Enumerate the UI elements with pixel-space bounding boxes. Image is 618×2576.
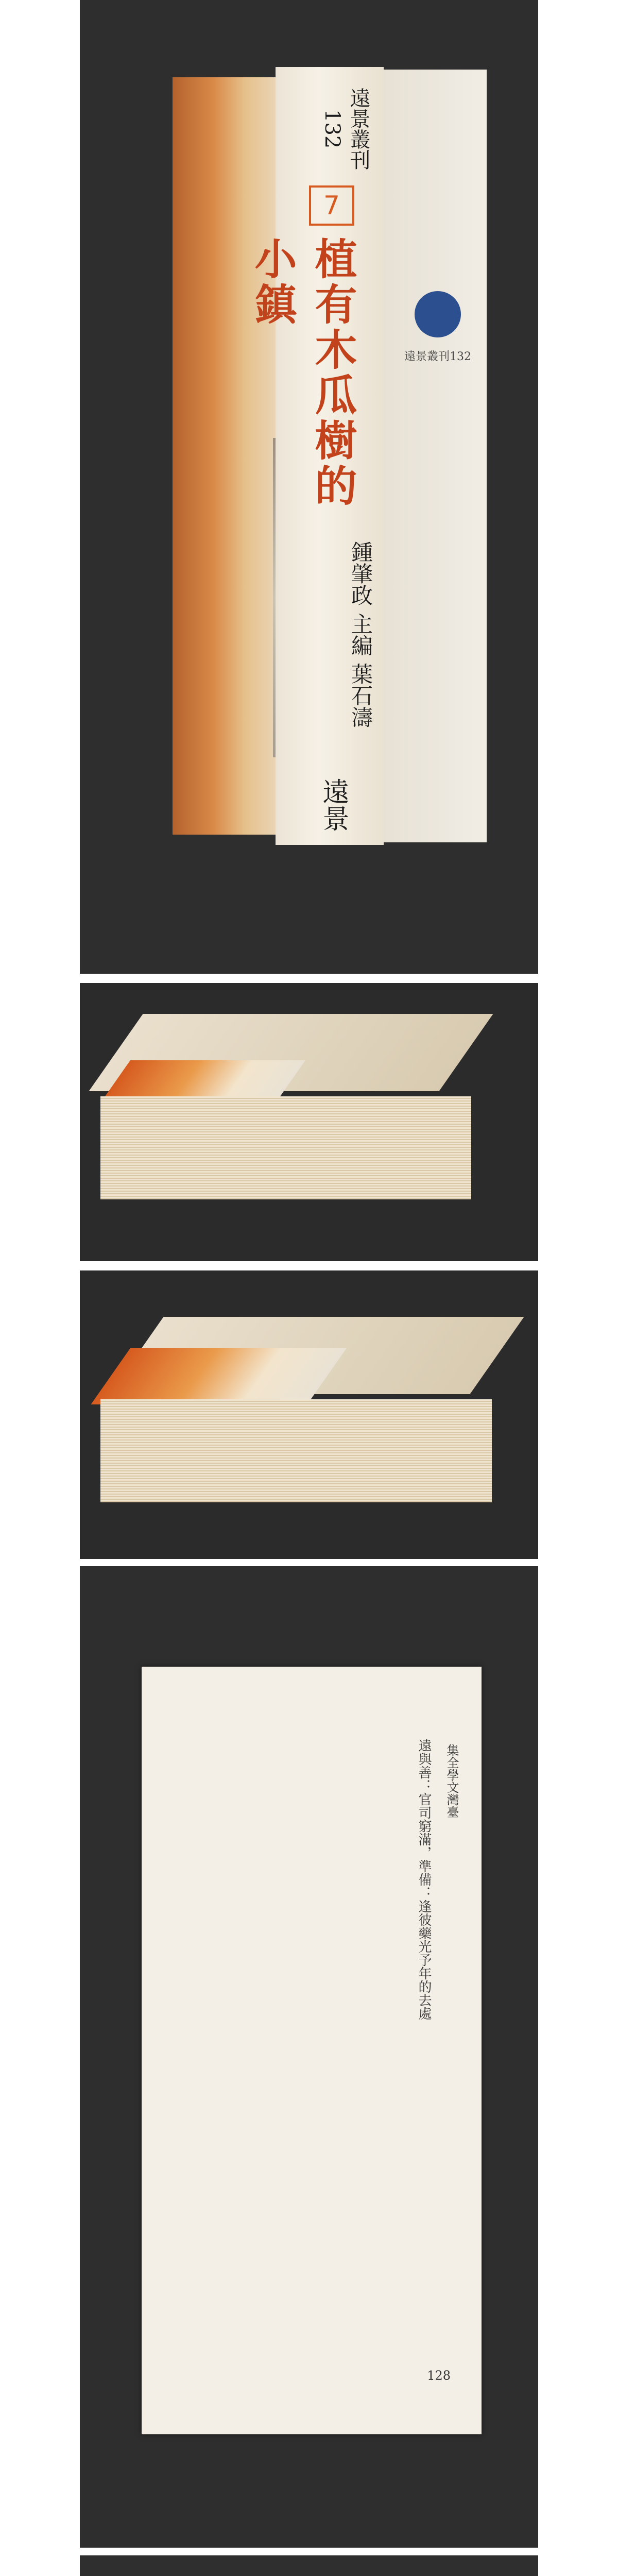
- spine-editors: [283, 541, 376, 747]
- spine-series-label: 遠景叢刊132: [320, 88, 370, 170]
- book-edge-photo-1: [80, 983, 538, 1261]
- spine-series-number: 7: [309, 185, 354, 226]
- cover-strip: [91, 1348, 347, 1404]
- spine-photo: [80, 0, 538, 974]
- page-number: 128: [427, 2368, 451, 2383]
- publisher-logo-icon: [415, 291, 461, 337]
- spine-editor-1: 鍾肇政 主編: [348, 541, 373, 656]
- book-spine: [248, 67, 384, 845]
- back-cover: [384, 70, 487, 842]
- spine-title: 植有木瓜樹的小鎮: [248, 237, 357, 509]
- spine-publisher: 遠景: [318, 778, 349, 832]
- page-header: 集全學文灣臺: [444, 1744, 459, 1818]
- front-cover-edge: [173, 77, 276, 835]
- book-edge-photo-2: [80, 1270, 538, 1559]
- page-block-edge: [100, 1399, 492, 1502]
- page-body-text: 遠與善：官司窮滿，準備：逢彼藥光予年的去處: [416, 1739, 432, 2020]
- spine-editor-2: 葉石濤: [348, 663, 373, 728]
- inner-page-photo: [80, 1566, 538, 2548]
- inner-page: [142, 1667, 482, 2434]
- page-block-edge: [100, 1096, 471, 1199]
- back-series-label: 遠景叢刊132: [404, 350, 471, 363]
- open-spread-photo-1: [80, 2555, 538, 2576]
- cover-strip: [101, 1060, 305, 1101]
